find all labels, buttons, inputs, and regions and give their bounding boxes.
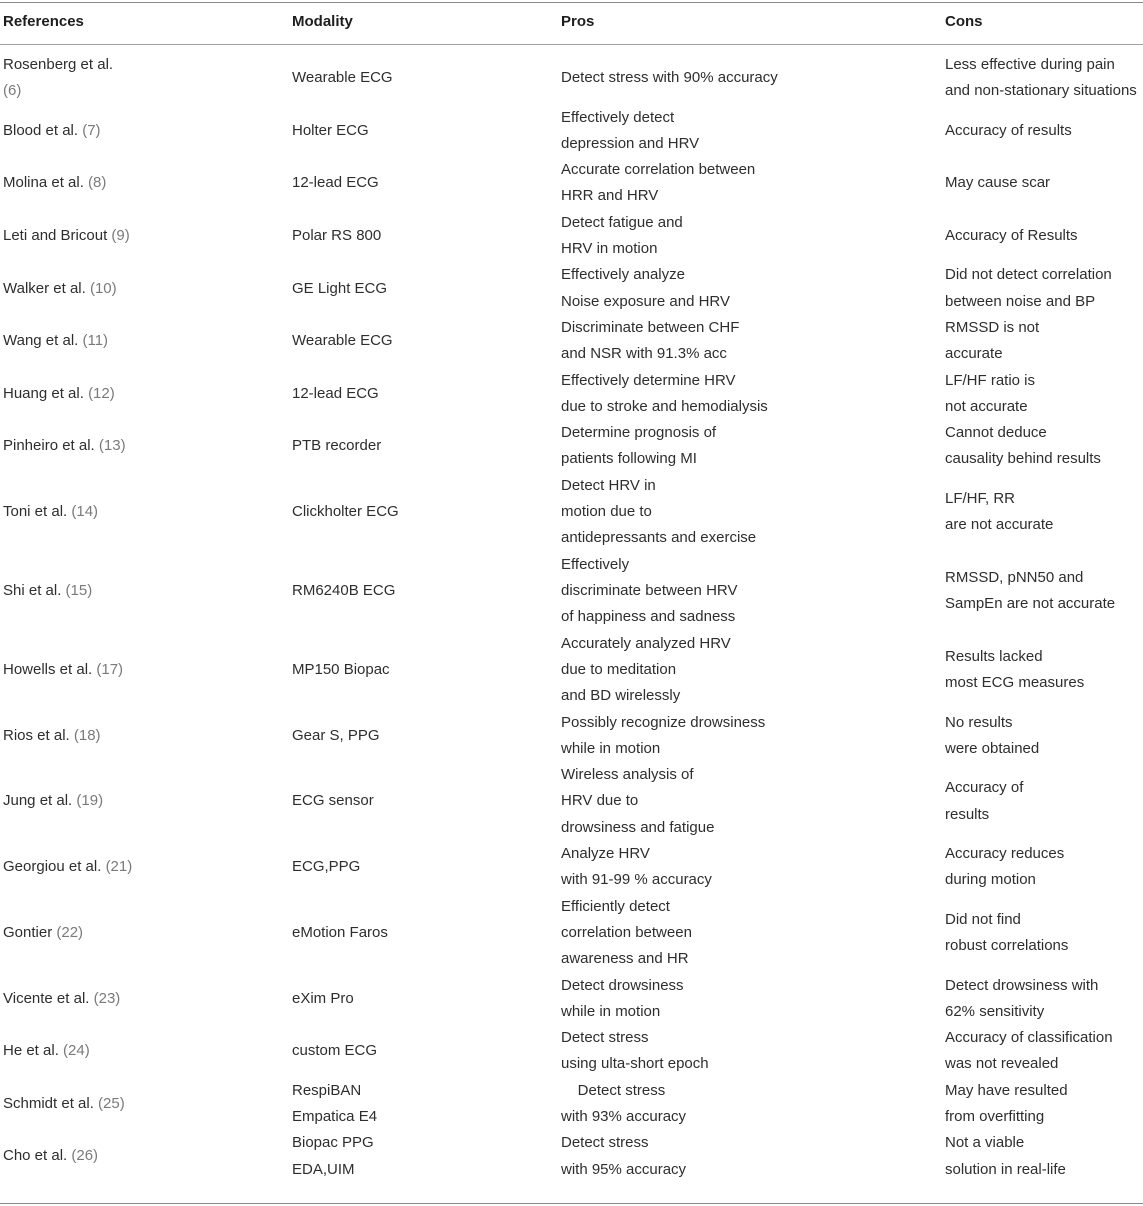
cell-pros-line: while in motion bbox=[561, 739, 661, 757]
cell-reference bbox=[3, 1025, 283, 1078]
cell-modality-line: PTB recorder bbox=[292, 437, 382, 455]
table-row bbox=[0, 473, 1143, 552]
cell-pros-line: Accurately analyzed HRV bbox=[561, 634, 731, 652]
reference-name: Leti and Bricout bbox=[3, 226, 112, 244]
cell-modality-line: Holter ECG bbox=[292, 121, 369, 139]
header-pros: Pros bbox=[561, 13, 595, 30]
reference-name: Georgiou et al. bbox=[3, 858, 106, 876]
cell-pros-line: HRV due to bbox=[561, 792, 639, 810]
cell-modality-line: Clickholter ECG bbox=[292, 503, 399, 521]
header-cons: Cons bbox=[945, 13, 983, 30]
cell-modality-line: Wearable ECG bbox=[292, 332, 393, 350]
reference-citation[interactable]: (19) bbox=[76, 792, 104, 810]
cell-modality-line: 12-lead ECG bbox=[292, 384, 379, 402]
cell-modality bbox=[292, 973, 552, 1026]
reference-name: Howells et al. bbox=[3, 660, 97, 678]
cell-reference bbox=[3, 710, 283, 763]
cell-reference bbox=[3, 315, 283, 368]
cell-cons bbox=[945, 52, 1143, 105]
reference-name: Schmidt et al. bbox=[3, 1094, 99, 1112]
cell-cons-line: Less effective during pain bbox=[945, 56, 1115, 73]
reference-citation[interactable]: (23) bbox=[93, 989, 121, 1007]
table-row bbox=[0, 762, 1143, 841]
cell-modality bbox=[292, 262, 552, 315]
cell-modality-line: custom ECG bbox=[292, 1042, 378, 1060]
table-row bbox=[0, 262, 1143, 315]
cell-reference bbox=[3, 420, 283, 473]
reference-name: Huang et al. bbox=[3, 384, 89, 402]
cell-reference bbox=[3, 210, 283, 263]
cell-cons-line: Results lacked bbox=[945, 647, 1043, 665]
cell-pros bbox=[561, 552, 936, 631]
cell-cons-line: Detect drowsiness with bbox=[945, 976, 1099, 994]
table-row bbox=[0, 105, 1143, 158]
reference-citation[interactable]: (22) bbox=[56, 923, 84, 941]
cell-pros bbox=[561, 1025, 936, 1078]
cell-reference bbox=[3, 157, 283, 210]
cell-modality bbox=[292, 210, 552, 263]
cell-cons bbox=[945, 262, 1143, 315]
table-row bbox=[0, 210, 1143, 263]
cell-modality-line: 12-lead ECG bbox=[292, 174, 379, 192]
cell-cons-line: robust correlations bbox=[945, 937, 1069, 955]
reference-name: Blood et al. bbox=[3, 121, 83, 139]
cell-pros-line: with 93% accuracy bbox=[561, 1107, 687, 1125]
cell-modality bbox=[292, 1130, 552, 1183]
table-row bbox=[0, 1025, 1143, 1078]
cell-modality bbox=[292, 105, 552, 158]
reference-citation[interactable]: (10) bbox=[89, 279, 117, 297]
cell-cons-line: RMSSD, pNN50 and bbox=[945, 568, 1084, 586]
reference-name: Wang et al. bbox=[3, 332, 83, 350]
cell-cons-line: are not accurate bbox=[945, 516, 1054, 534]
cell-pros-line: with 91-99 % accuracy bbox=[561, 871, 712, 889]
table-row bbox=[0, 552, 1143, 631]
cell-modality bbox=[292, 368, 552, 421]
cell-reference bbox=[3, 262, 283, 315]
reference-citation[interactable]: (6) bbox=[3, 82, 22, 100]
cell-pros-line: and BD wirelessly bbox=[561, 687, 681, 705]
cell-pros bbox=[561, 894, 936, 973]
cell-modality-line: RM6240B ECG bbox=[292, 581, 396, 599]
cell-cons-line: LF/HF ratio is bbox=[945, 371, 1036, 389]
cell-cons bbox=[945, 1078, 1143, 1131]
cell-cons-line: Cannot deduce bbox=[945, 424, 1047, 442]
cell-reference bbox=[3, 552, 283, 631]
table-row bbox=[0, 631, 1143, 710]
cell-pros bbox=[561, 1130, 936, 1183]
reference-citation[interactable]: (9) bbox=[111, 226, 130, 244]
cell-pros-line: antidepressants and exercise bbox=[561, 529, 757, 547]
cell-modality-line: ECG,PPG bbox=[292, 858, 361, 876]
cell-cons-line: from overfitting bbox=[945, 1107, 1045, 1125]
cell-pros-line: and NSR with 91.3% acc bbox=[561, 345, 727, 363]
cell-pros bbox=[561, 420, 936, 473]
cell-pros-line: of happiness and sadness bbox=[561, 608, 736, 626]
cell-cons-line: 62% sensitivity bbox=[945, 1002, 1045, 1020]
table-row bbox=[0, 420, 1143, 473]
cell-cons-line: Accuracy reduces bbox=[945, 845, 1065, 862]
cell-cons-line: between noise and BP bbox=[945, 292, 1096, 310]
cell-pros-line: with 95% accuracy bbox=[561, 1160, 687, 1178]
cell-reference bbox=[3, 105, 283, 158]
cell-modality bbox=[292, 420, 552, 473]
cell-cons-line: causality behind results bbox=[945, 450, 1101, 468]
cell-reference bbox=[3, 973, 283, 1026]
cell-modality-line: MP150 Biopac bbox=[292, 660, 390, 678]
cell-cons-line: May have resulted bbox=[945, 1081, 1068, 1099]
cell-pros bbox=[561, 105, 936, 158]
cell-pros-line: Effectively determine HRV bbox=[561, 371, 736, 389]
reference-name: Gontier bbox=[3, 923, 57, 941]
cell-cons bbox=[945, 473, 1143, 552]
reference-name: Jung et al. bbox=[3, 792, 77, 810]
reference-name: He et al. bbox=[3, 1042, 64, 1060]
cell-pros bbox=[561, 762, 936, 841]
table-row bbox=[0, 52, 1143, 105]
reference-name: Rios et al. bbox=[3, 726, 74, 744]
reference-citation[interactable]: (13) bbox=[98, 437, 126, 455]
cell-pros-line: using ulta-short epoch bbox=[561, 1055, 709, 1073]
reference-name: Shi et al. bbox=[3, 581, 66, 599]
cell-modality bbox=[292, 631, 552, 710]
cell-reference bbox=[3, 368, 283, 421]
table-row bbox=[0, 973, 1143, 1026]
cell-cons bbox=[945, 1025, 1143, 1078]
cell-pros bbox=[561, 52, 936, 105]
table-row bbox=[0, 710, 1143, 763]
cell-cons bbox=[945, 420, 1143, 473]
cell-pros-line: Discriminate between CHF bbox=[561, 319, 740, 336]
reference-citation[interactable]: (26) bbox=[71, 1147, 99, 1165]
cell-pros bbox=[561, 973, 936, 1026]
reference-name: Pinheiro et al. bbox=[3, 437, 99, 455]
cell-pros-line: Detect fatigue and bbox=[561, 213, 683, 231]
cell-pros bbox=[561, 210, 936, 263]
cell-modality-line: eXim Pro bbox=[292, 989, 354, 1007]
cell-modality-line: ECG sensor bbox=[292, 792, 374, 810]
cell-pros-line: motion due to bbox=[561, 503, 652, 521]
cell-modality-line: Gear S, PPG bbox=[292, 726, 380, 744]
reference-citation[interactable]: (21) bbox=[105, 858, 133, 876]
table-row bbox=[0, 1078, 1143, 1131]
cell-reference bbox=[3, 473, 283, 552]
cell-modality-line: GE Light ECG bbox=[292, 279, 388, 297]
cell-cons bbox=[945, 1130, 1143, 1183]
reference-name: Molina et al. bbox=[3, 174, 89, 192]
table-row bbox=[0, 157, 1143, 210]
cell-pros-line: Detect stress bbox=[561, 1134, 649, 1152]
cell-modality bbox=[292, 894, 552, 973]
cell-modality bbox=[292, 157, 552, 210]
cell-cons-line: Did not detect correlation bbox=[945, 266, 1112, 284]
cell-cons-line: accurate bbox=[945, 345, 1003, 363]
cell-pros-line: while in motion bbox=[561, 1002, 661, 1020]
cell-cons-line: during motion bbox=[945, 871, 1036, 889]
cell-modality bbox=[292, 841, 552, 894]
cell-reference bbox=[3, 631, 283, 710]
reference-name: Walker et al. bbox=[3, 279, 90, 297]
reference-citation[interactable]: (7) bbox=[82, 121, 101, 139]
cell-pros-line: due to meditation bbox=[561, 660, 677, 678]
cell-cons-line: not accurate bbox=[945, 397, 1028, 415]
cell-cons-line: were obtained bbox=[945, 739, 1040, 757]
cell-cons-line: most ECG measures bbox=[945, 674, 1085, 692]
table-row bbox=[0, 841, 1143, 894]
reference-citation[interactable]: (11) bbox=[82, 332, 109, 350]
cell-reference bbox=[3, 762, 283, 841]
cell-cons bbox=[945, 762, 1143, 841]
cell-reference bbox=[3, 52, 283, 105]
cell-pros-line: Effectively analyze bbox=[561, 266, 685, 284]
cell-modality bbox=[292, 762, 552, 841]
cell-modality-line: eMotion Faros bbox=[292, 923, 388, 941]
cell-pros bbox=[561, 473, 936, 552]
reference-citation[interactable]: (17) bbox=[96, 660, 124, 678]
cell-pros bbox=[561, 710, 936, 763]
cell-cons-line: SampEn are not accurate bbox=[945, 595, 1116, 613]
cell-cons-line: Accuracy of bbox=[945, 779, 1024, 797]
reference-name: Toni et al. bbox=[3, 503, 72, 521]
cell-pros-line: Detect stress with 90% accuracy bbox=[561, 69, 778, 87]
cell-pros-line: Effectively detect bbox=[561, 108, 675, 126]
cell-pros-line: Possibly recognize drowsiness bbox=[561, 713, 766, 731]
reference-citation[interactable]: (18) bbox=[73, 726, 101, 744]
cell-modality bbox=[292, 52, 552, 105]
cell-pros-line: correlation between bbox=[561, 923, 692, 941]
cell-cons bbox=[945, 552, 1143, 631]
cell-cons-line: May cause scar bbox=[945, 174, 1051, 192]
cell-pros-line: Detect HRV in bbox=[561, 476, 656, 494]
cell-pros-line: Analyze HRV bbox=[561, 845, 650, 862]
reference-name: Rosenberg et al. bbox=[3, 56, 114, 73]
reference-name: Vicente et al. bbox=[3, 989, 94, 1007]
cell-modality bbox=[292, 315, 552, 368]
cell-cons-line: Not a viable bbox=[945, 1134, 1025, 1152]
cell-modality bbox=[292, 473, 552, 552]
cell-pros-line: HRR and HRV bbox=[561, 187, 659, 205]
cell-cons-line: No results bbox=[945, 713, 1013, 731]
cell-reference bbox=[3, 841, 283, 894]
cell-pros-line: depression and HRV bbox=[561, 134, 700, 152]
table-row bbox=[0, 368, 1143, 421]
cell-modality-line: EDA,UIM bbox=[292, 1160, 355, 1178]
cell-pros-line: Detect stress bbox=[561, 1081, 666, 1099]
cell-cons bbox=[945, 841, 1143, 894]
cell-modality-line: Empatica E4 bbox=[292, 1107, 378, 1125]
cell-cons bbox=[945, 973, 1143, 1026]
cell-modality-line: Polar RS 800 bbox=[292, 226, 382, 244]
cell-cons bbox=[945, 157, 1143, 210]
table-row bbox=[0, 315, 1143, 368]
cell-pros-line: awareness and HR bbox=[561, 950, 689, 968]
cell-cons bbox=[945, 105, 1143, 158]
cell-pros-line: Wireless analysis of bbox=[561, 766, 694, 784]
cell-pros bbox=[561, 368, 936, 421]
cell-pros-line: Efficiently detect bbox=[561, 897, 670, 915]
reference-citation[interactable]: (15) bbox=[65, 581, 93, 599]
reference-citation[interactable]: (25) bbox=[98, 1094, 125, 1112]
cell-pros bbox=[561, 631, 936, 710]
cell-pros-line: HRV in motion bbox=[561, 240, 658, 258]
table-row bbox=[0, 894, 1143, 973]
cell-pros-line: discriminate between HRV bbox=[561, 581, 738, 599]
table-bottom-rule bbox=[0, 1203, 1143, 1204]
table-row bbox=[0, 1130, 1143, 1183]
table-top-rule bbox=[0, 2, 1143, 3]
cell-pros bbox=[561, 157, 936, 210]
cell-reference bbox=[3, 1078, 283, 1131]
reference-citation[interactable]: (8) bbox=[88, 174, 107, 192]
cell-pros bbox=[561, 315, 936, 368]
cell-modality-line: Biopac PPG bbox=[292, 1134, 374, 1152]
cell-cons-line: Accuracy of results bbox=[945, 121, 1072, 139]
cell-pros bbox=[561, 262, 936, 315]
cell-cons-line: and non-stationary situations bbox=[945, 82, 1137, 100]
header-rule bbox=[0, 44, 1143, 45]
cell-modality bbox=[292, 1078, 552, 1131]
cell-pros-line: due to stroke and hemodialysis bbox=[561, 397, 768, 415]
reference-citation[interactable]: (14) bbox=[71, 503, 99, 521]
cell-pros-line: Determine prognosis of bbox=[561, 424, 717, 442]
cell-cons-line: LF/HF, RR bbox=[945, 489, 1016, 507]
cell-pros-line: drowsiness and fatigue bbox=[561, 818, 715, 836]
cell-cons bbox=[945, 315, 1143, 368]
reference-name: Cho et al. bbox=[3, 1147, 72, 1165]
reference-citation[interactable]: (12) bbox=[88, 384, 115, 402]
cell-pros bbox=[561, 1078, 936, 1131]
cell-cons-line: was not revealed bbox=[945, 1055, 1059, 1073]
cell-cons-line: Did not find bbox=[945, 910, 1021, 928]
reference-citation[interactable]: (24) bbox=[63, 1042, 90, 1060]
cell-cons-line: results bbox=[945, 805, 990, 823]
cell-cons-line: Accuracy of classification bbox=[945, 1029, 1113, 1047]
cell-modality bbox=[292, 1025, 552, 1078]
header-references: References bbox=[3, 13, 84, 30]
cell-cons bbox=[945, 210, 1143, 263]
cell-pros-line: Detect drowsiness bbox=[561, 976, 684, 994]
cell-pros-line: Effectively bbox=[561, 555, 630, 573]
cell-reference bbox=[3, 894, 283, 973]
header-modality: Modality bbox=[292, 13, 353, 30]
cell-reference bbox=[3, 1130, 283, 1183]
cell-pros-line: Accurate correlation between bbox=[561, 161, 756, 179]
cell-cons bbox=[945, 710, 1143, 763]
cell-pros-line: Detect stress bbox=[561, 1029, 649, 1047]
cell-pros-line: patients following MI bbox=[561, 450, 697, 468]
cell-modality bbox=[292, 552, 552, 631]
cell-pros bbox=[561, 841, 936, 894]
cell-cons bbox=[945, 368, 1143, 421]
cell-cons-line: Accuracy of Results bbox=[945, 226, 1078, 244]
cell-modality bbox=[292, 710, 552, 763]
cell-cons bbox=[945, 894, 1143, 973]
cell-cons bbox=[945, 631, 1143, 710]
cell-modality-line: Wearable ECG bbox=[292, 69, 393, 87]
cell-pros-line: Noise exposure and HRV bbox=[561, 292, 730, 310]
cell-cons-line: solution in real-life bbox=[945, 1160, 1066, 1178]
cell-cons-line: RMSSD is not bbox=[945, 319, 1040, 336]
cell-modality-line: RespiBAN bbox=[292, 1081, 362, 1099]
